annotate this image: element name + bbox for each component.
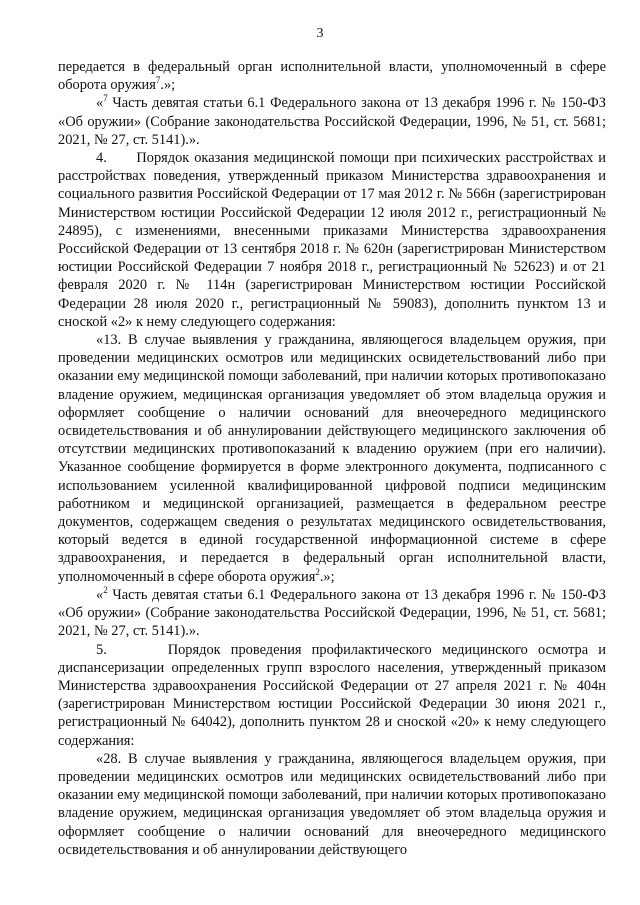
footnote-2 [58, 586, 606, 641]
paragraph-text: передается в федеральный орган исполнительной власти, уполномоченный в сфере оборота оружия [58, 59, 606, 94]
paragraph-text: « [96, 586, 104, 603]
paragraph-text: «13. В случае выявления у гражданина, являющегося владельцем оружия, при проведении медицинских осмотров или медицинских освидетельствований либо при оказании ему медицинской помощи заболеваний, при наличии которых противопоказано владение оружием, медицинская организация уведомляет об этом владельца оружия и оформляет сообщение о наличии оснований для внеочередного медицинского освидетельствования и об аннулировании действующего медицинского заключения об отсутствии медицинских противопоказаний к владению оружием (при его наличии). Указанное сообщение формируется в форме электронного документа, подписанного с использованием усиленной квалифицированной цифровой подписи медицинским работником и медицинской организацией, размещается в федеральном реестре документов, содержащем сведения о результатах медицинского освидетельствования, который ведется в единой государственной информационной системе в сфере здравоохранения, и передается в федеральный орган исполнительной власти, уполномоченный в сфере оборота оружия [58, 332, 606, 585]
item-13-text [58, 331, 606, 586]
footnote-marker: 2 [315, 566, 320, 577]
item-4 [58, 149, 606, 331]
item-28-text [58, 750, 606, 859]
document-body [58, 58, 606, 859]
item-5 [58, 641, 606, 750]
paragraph-tail: .»; [160, 77, 176, 94]
paragraph-tail: Часть девятая статьи 6.1 Федерального закона от 13 декабря 1996 г. № 150-ФЗ «Об оружии» (Собрание законодательства Российской Федерации, 1996, № 51, ст. 5681; 2021, № 27, ст. 5141).». [58, 586, 606, 640]
paragraph-text: « [96, 95, 104, 112]
footnote-7 [58, 94, 606, 149]
footnote-marker: 2 [103, 585, 108, 596]
paragraph-tail: Часть девятая статьи 6.1 Федерального закона от 13 декабря 1996 г. № 150-ФЗ «Об оружии» (Собрание законодательства Российской Федерации, 1996, № 51, ст. 5681; 2021, № 27, ст. 5141).». [58, 95, 606, 148]
paragraph-continuation [58, 58, 606, 94]
footnote-marker: 7 [155, 75, 161, 86]
paragraph-tail: .»; [319, 568, 335, 585]
paragraph-text: 5. Порядок проведения профилактического медицинского осмотра и диспансеризации определенных групп взрослого населения, утвержденный приказом Министерства здравоохранения Российской Федерации от 27 апреля 2021 г. № 404н (зарегистрирован Министерством юстиции Российской Федерации 30 июня 2021 г., регистрационный № 64042), дополнить пунктом 28 и сноской «20» к нему следующего содержания: [58, 641, 606, 749]
paragraph-text: «28. В случае выявления у гражданина, являющегося владельцем оружия, при проведении медицинских осмотров или медицинских освидетельствований либо при оказании ему медицинской помощи заболеваний, при наличии которых противопоказано владение оружием, медицинская организация уведомляет об этом владельца оружия и оформляет сообщение о наличии оснований для внеочередного медицинского освидетельствования и об аннулировании действующего [58, 750, 606, 858]
page-number: 3 [316, 26, 324, 41]
paragraph-text: 4. Порядок оказания медицинской помощи при психических расстройствах и расстройствах поведения, утвержденный приказом Министерства здравоохранения и социального развития Российской Федерации от 17 мая 2012 г. № 566н (зарегистрирован Министерством юстиции Российской Федерации 12 июля 2012 г., регистрационный № 24895), с изменениями, внесенными приказами Министерства здравоохранения Российской Федерации от 13 сентября 2018 г. № 620н (зарегистрирован Министерством юстиции Российской Федерации 7 ноября 2018 г., регистрационный № 52623) и от 21 февраля 2020 г. № 114н (зарегистрирован Министерством юстиции Российской Федерации 28 июля 2020 г., регистрационный № 59083), дополнить пунктом 13 и сноской «2» к нему следующего содержания: [58, 150, 606, 330]
footnote-marker: 7 [103, 93, 108, 104]
